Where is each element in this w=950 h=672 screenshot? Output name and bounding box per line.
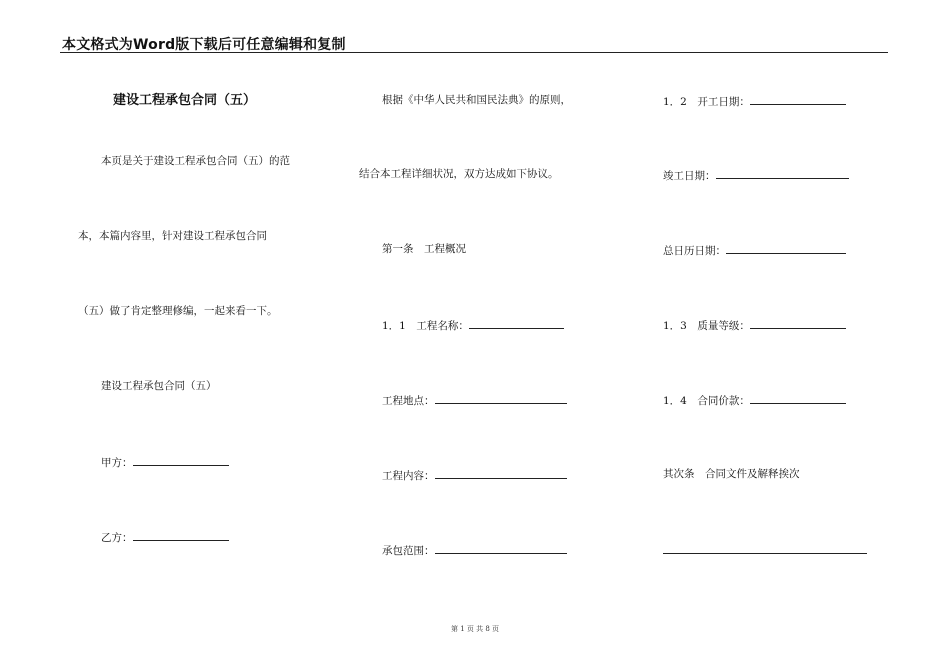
project-location-field xyxy=(382,392,567,408)
intro-line-1: 本页是关于建设工程承包合同（五）的范 xyxy=(101,155,290,167)
contract-subtitle: 建设工程承包合同（五） xyxy=(101,380,217,392)
project-name-label: 1．1 工程名称： xyxy=(382,320,469,332)
project-name-field xyxy=(382,317,564,333)
contract-scope-blank xyxy=(435,542,567,554)
completion-date-field xyxy=(663,167,849,183)
project-content-field xyxy=(382,467,567,483)
document-header: 本文格式为Word版下载后可任意编辑和复制 xyxy=(62,37,346,53)
completion-date-label: 竣工日期： xyxy=(663,170,716,182)
article-2-heading: 其次条 合同文件及解释挨次 xyxy=(663,468,800,480)
page-number: 第 1 页 共 8 页 xyxy=(450,625,500,633)
project-name-blank xyxy=(469,317,564,329)
intro-line-3: （五）做了肯定整理修编，一起来看一下。 xyxy=(78,305,278,317)
project-location-blank xyxy=(435,392,567,404)
party-a-blank xyxy=(133,454,229,466)
total-days-label: 总日历日期： xyxy=(663,245,726,257)
total-days-blank xyxy=(726,242,846,254)
header-divider xyxy=(60,52,888,53)
quality-grade-field xyxy=(663,317,846,333)
project-location-label: 工程地点： xyxy=(382,395,435,407)
article-1-heading: 第一条 工程概况 xyxy=(382,243,466,255)
contract-price-label: 1．4 合同价款： xyxy=(663,395,750,407)
project-content-label: 工程内容： xyxy=(382,470,435,482)
preamble-line-2: 结合本工程详细状况，双方达成如下协议。 xyxy=(359,168,559,180)
party-a-label: 甲方： xyxy=(101,457,133,469)
contract-scope-label: 承包范围： xyxy=(382,545,435,557)
contract-price-field xyxy=(663,392,846,408)
quality-grade-blank xyxy=(750,317,846,329)
completion-date-blank xyxy=(716,167,849,179)
start-date-blank xyxy=(750,93,846,105)
contract-scope-field xyxy=(382,542,567,558)
party-b-label: 乙方： xyxy=(101,532,133,544)
party-b-blank xyxy=(133,529,229,541)
party-a-field xyxy=(101,454,229,470)
blank-line xyxy=(663,553,867,554)
party-b-field xyxy=(101,529,229,545)
start-date-field xyxy=(663,93,846,109)
start-date-label: 1．2 开工日期： xyxy=(663,96,750,108)
document-title: 建设工程承包合同（五） xyxy=(113,93,257,108)
contract-price-blank xyxy=(750,392,846,404)
total-days-field xyxy=(663,242,846,258)
intro-line-2: 本，本篇内容里，针对建设工程承包合同 xyxy=(78,230,267,242)
preamble-line-1: 根据《中华人民共和国民法典》的原则， xyxy=(382,94,571,106)
quality-grade-label: 1．3 质量等级： xyxy=(663,320,750,332)
project-content-blank xyxy=(435,467,567,479)
